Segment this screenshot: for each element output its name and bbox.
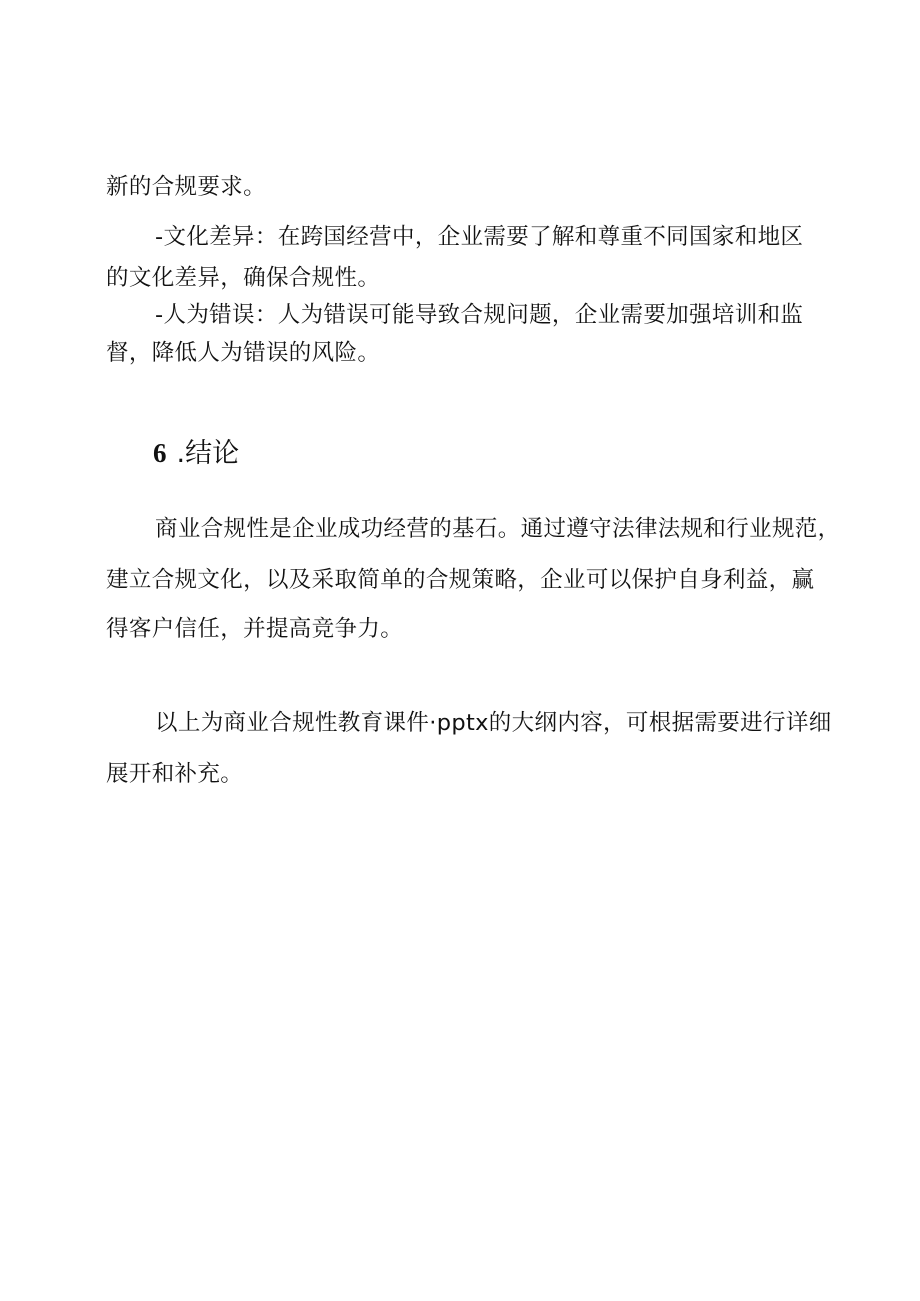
section-title: .结论 [176, 438, 240, 469]
bullet-cultural-difference-line-2: 的文化差异，确保合规性。 [106, 265, 381, 291]
continuation-line: 新的合规要求。 [106, 174, 266, 200]
section-heading [153, 436, 239, 471]
bullet-human-error-line-2: 督，降低人为错误的风险。 [106, 340, 381, 366]
conclusion-line-3: 得客户信任，并提高竞争力。 [106, 616, 404, 642]
closing-line-2: 展开和补充。 [106, 761, 244, 787]
bullet-cultural-difference-line-1: -文化差异：在跨国经营中，企业需要了解和尊重不同国家和地区 [155, 224, 804, 250]
conclusion-line-1: 商业合规性是企业成功经营的基石。通过遵守法律法规和行业规范， [155, 516, 841, 542]
section-number: 6 [153, 438, 167, 468]
closing-line-1: 以上为商业合规性教育课件·pptx的大纲内容，可根据需要进行详细 [155, 710, 832, 736]
bullet-human-error-line-1: -人为错误：人为错误可能导致合规问题，企业需要加强培训和监 [155, 302, 804, 328]
conclusion-line-2: 建立合规文化，以及采取简单的合规策略，企业可以保护自身利益，赢 [106, 567, 815, 593]
